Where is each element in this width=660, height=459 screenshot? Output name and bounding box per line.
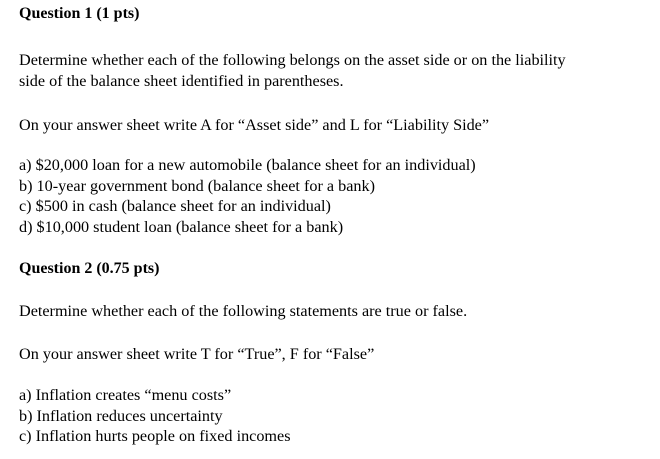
- question-1-prompt-line-2: side of the balance sheet identified in parentheses.: [19, 71, 344, 90]
- question-1-item-a: a) $20,000 loan for a new automobile (balance sheet for an individual): [19, 156, 476, 174]
- question-1-item-b: b) 10-year government bond (balance sheet for a bank): [19, 176, 375, 195]
- question-1-prompt-line-1: Determine whether each of the following belongs on the asset side or on the liability: [19, 51, 566, 69]
- question-1-heading: Question 1 (1 pts): [19, 5, 140, 22]
- question-1-prompt: [19, 50, 566, 91]
- question-2-item-c: c) Inflation hurts people on fixed incomes: [19, 427, 291, 446]
- document-page: [19, 0, 649, 459]
- question-1-instruction: On your answer sheet write A for “Asset side” and L for “Liability Side”: [19, 116, 490, 134]
- question-2-heading: Question 2 (0.75 pts): [19, 260, 160, 277]
- question-1-item-list: [19, 155, 476, 237]
- question-2-prompt: Determine whether each of the following statements are true or false.: [19, 302, 468, 320]
- question-2-item-a: a) Inflation creates “menu costs”: [19, 386, 232, 404]
- question-1-item-d: d) $10,000 student loan (balance sheet for a bank): [19, 217, 344, 236]
- question-2-item-b: b) Inflation reduces uncertainty: [19, 406, 223, 425]
- question-2-item-list: [19, 385, 291, 447]
- question-1-item-c: c) $500 in cash (balance sheet for an individual): [19, 197, 331, 216]
- question-2-instruction: On your answer sheet write T for “True”, F for “False”: [19, 345, 375, 363]
